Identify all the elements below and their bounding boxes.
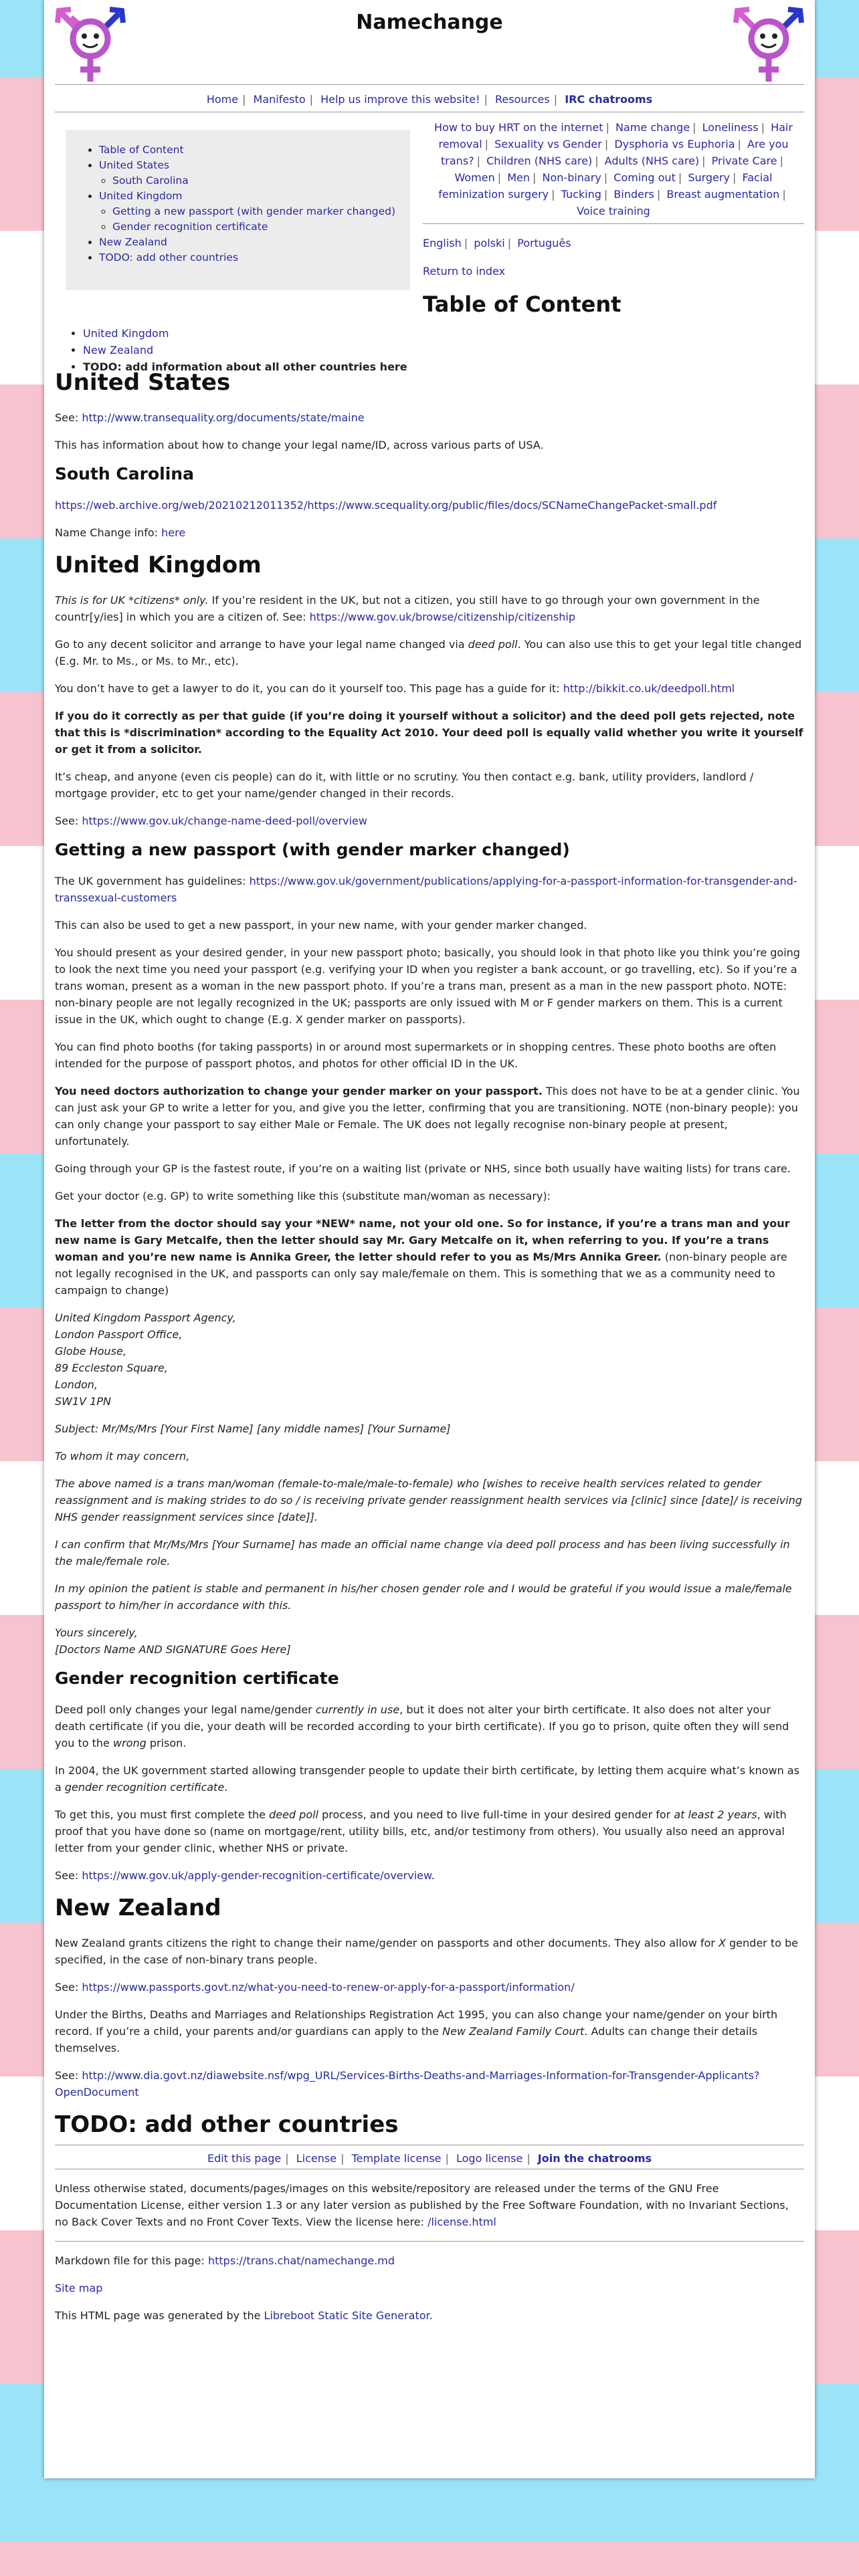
topic-ffs[interactable]: Facial feminization surgery: [438, 171, 773, 201]
toc-box: [66, 130, 410, 290]
topic-are-you-trans[interactable]: Are you trans?: [441, 138, 789, 167]
topic-sexuality-vs-gender[interactable]: Sexuality vs Gender: [494, 138, 602, 150]
language-switcher: English | polski | Português: [423, 237, 571, 249]
topic-dysphoria-vs-euphoria[interactable]: Dysphoria vs Euphoria: [614, 138, 735, 150]
topic-women[interactable]: Women: [454, 171, 495, 184]
nav-irc-chatrooms[interactable]: IRC chatrooms: [565, 93, 653, 106]
letter-greeting: To whom it may concern,: [55, 1450, 190, 1463]
nav-home[interactable]: Home: [206, 93, 239, 106]
passport-p4: You can find photo booths (for taking passports) in or around most supermarkets or in shopping centres. These photo booths are often intended for the purpose of passport photos, and photos for other official ID in the UK.: [55, 1041, 777, 1070]
uk-discrimination-paragraph: If you do it correctly as per that guide (if you’re doing it yourself without a solicitor) and the deed poll gets rejected, note that this is *discrimination* according to the Equality Act 2010. Your deed poll is equally valid whether you write it yourself or get it from a solicitor.: [55, 710, 803, 756]
passport-p5: You need doctors authorization to change your gender marker on your passport. This does not have to be at a gender clinic. You can just ask your GP to write a letter for you, and give you the letter, confirming that you are transitioning. NOTE (non-binary people): you can only change your passport to say either Male or Female. The UK does not legally recognise non-binary people at present, unfortunately.: [55, 1085, 800, 1148]
footer-join-chatrooms[interactable]: Join the chatrooms: [537, 2152, 652, 2165]
sc-packet-link[interactable]: https://web.archive.org/web/20210212011352/https://www.scequality.org/public/files/docs/SCNameChangePacket-small.pdf: [55, 499, 717, 512]
page-container: [44, 0, 815, 2478]
toc-list: [55, 325, 407, 375]
section-grc-heading: Gender recognition certificate: [55, 1669, 339, 1688]
uk-see-label: See:: [55, 815, 82, 827]
topic-binders[interactable]: Binders: [613, 188, 654, 201]
topic-name-change[interactable]: Name change: [615, 121, 690, 134]
nz-dia-link[interactable]: http://www.dia.govt.nz/diawebsite.nsf/wpg_URL/Services-Births-Deaths-and-Marriages-Information-for-Transgender-Applicants?OpenDocument: [55, 2069, 760, 2099]
toc-todo: TODO: add information about all other countries here: [83, 360, 407, 373]
footer-generated: This HTML page was generated by the Libreboot Static Site Generator.: [55, 2309, 433, 2322]
letter-subject: Subject: Mr/Ms/Mrs [Your First Name] [any middle names] [Your Surname]: [55, 1422, 451, 1435]
uk-deed-poll-paragraph: Go to any decent solicitor and arrange to have your legal name changed via deed poll. You can also use this to get your legal title changed (E.g. Mr. to Ms., or Ms. to Mr., etc).: [55, 638, 802, 667]
footer-template-license[interactable]: Template license: [351, 2152, 442, 2165]
footer-divider-bottom: [55, 2241, 804, 2242]
topic-private-care[interactable]: Private Care: [711, 154, 777, 167]
grc-p4: See: https://www.gov.uk/apply-gender-recognition-certificate/overview.: [55, 1869, 435, 1882]
letter-p2: I can confirm that Mr/Ms/Mrs [Your Surname] has made an official name change via deed poll process and has been living successfully in the male/female role.: [55, 1538, 790, 1568]
topic-nav-divider: [423, 223, 804, 224]
grc-p3: To get this, you must first complete the deed poll process, and you need to live full-time in your desired gender for at least 2 years, with proof that you have done so (name on mortgage/rent, utility bills, etc, and/or testimony from others). You usually also need an approval letter from your gender clinic, whether NHS or private.: [55, 1808, 787, 1854]
sc-info-label: Name Change info:: [55, 526, 162, 539]
topic-men[interactable]: Men: [507, 171, 531, 184]
nz-p3: Under the Births, Deaths and Marriages and Relationships Registration Act 1995, you can also change your name/gender on your birth record. If you’re a child, your parents and/or guardians can apply to the New Zealand Family Court. Adults can change their details themselves.: [55, 2008, 778, 2054]
letter-p3: In my opinion the patient is stable and permanent in his/her chosen gender role and I would be grateful if you would issue a male/female passport to him/her in accordance with this.: [55, 1582, 792, 1612]
topic-nav: [423, 119, 804, 280]
topic-breast-augmentation[interactable]: Breast augmentation: [666, 188, 780, 201]
passport-agency-address: United Kingdom Passport Agency, London Passport Office, Globe House, 89 Eccleston Square, London, SW1V 1PN: [55, 1311, 236, 1408]
main-nav: Home | Manifesto | Help us improve this website! | Resources | IRC chatrooms: [206, 93, 653, 106]
footer-generator-link[interactable]: Libreboot Static Site Generator: [264, 2309, 430, 2322]
topic-voice-training[interactable]: Voice training: [577, 205, 650, 217]
passport-p6: Going through your GP is the fastest route, if you’re on a waiting list (private or NHS, since both usually have waiting lists) for trans care.: [55, 1162, 791, 1175]
transgender-symbol-logo-left: [54, 5, 127, 84]
topic-tucking[interactable]: Tucking: [561, 188, 601, 201]
nz-passport-link[interactable]: https://www.passports.govt.nz/what-you-need-to-renew-or-apply-for-a-passport/information/: [82, 1981, 575, 1994]
section-united-kingdom-heading: United Kingdom: [55, 552, 262, 578]
footer-license[interactable]: License: [296, 2152, 337, 2165]
footer-logo-license[interactable]: Logo license: [456, 2152, 523, 2165]
letter-p1: The above named is a trans man/woman (female-to-male/male-to-female) who [wishes to receive health services related to gender reassignment and is making strides to do so / is receiving private gender reassignment health services via [clinic] since [date]/ is receiving NHS gender reassignment services since [date]].: [55, 1477, 802, 1523]
topic-hair-removal[interactable]: Hair removal: [438, 121, 793, 150]
passport-p3: You should present as your desired gender, in your new passport photo; basically, you should look in that photo like you think you’re going to look the next time you need your passport (e.g. verifying your ID when you register a bank account, or go travelling, etc). So if you’re a trans woman, present as a woman in the new passport photo. If you’re a trans man, present as a man in the new passport photo. NOTE: non-binary people are not legally recognized in the UK; passports are only issued with M or F gender markers on them. This is a current issue in the UK, which ought to change (E.g. X gender marker on passports).: [55, 946, 800, 1026]
toc-link-united-kingdom[interactable]: United Kingdom: [83, 327, 169, 340]
toc-box-link-todo[interactable]: TODO: add other countries: [99, 251, 239, 263]
footer-license-text: Unless otherwise stated, documents/pages/images on this website/repository are released under the terms of the GNU Free Documentation License, either version 1.3 or any later version as published by the Free Software Foundation, with no Invariant Sections, no Back Cover Texts and no Front Cover Texts. View the license here: /license.html: [55, 2182, 789, 2228]
passport-guidelines: The UK government has guidelines: https://www.gov.uk/government/publications/applying-for-a-passport-information-for-transgender-and-transsexual-customers: [55, 875, 797, 904]
passport-p7: Get your doctor (e.g. GP) to write something like this (substitute man/woman as necessary):: [55, 1190, 551, 1202]
section-passport-heading: Getting a new passport (with gender marker changed): [55, 840, 570, 859]
grc-p1: Deed poll only changes your legal name/gender currently in use, but it does not alter your birth certificate. It also does not alter your death certificate (if you die, your death will be recorded according to your birth certificate). If you go to prison, quite often they will send you to the wrong prison.: [55, 1703, 789, 1749]
footer-markdown-link[interactable]: https://trans.chat/namechange.md: [207, 2254, 395, 2267]
section-south-carolina-heading: South Carolina: [55, 464, 194, 484]
uk-citizens-paragraph: This is for UK *citizens* only. If you’re resident in the UK, but not a citizen, you still have to go through your own government in the countr[y/ies] in which you are a citizen of. See: https://www.gov.uk/browse/citizenship/citizenship: [55, 594, 760, 623]
toc-box-link-passport[interactable]: Getting a new passport (with gender marker changed): [112, 205, 396, 217]
nz-p1: New Zealand grants citizens the right to change their name/gender on passports and other documents. They also allow for X gender to be specified, in the case of non-binary trans people.: [55, 1937, 798, 1966]
lang-english[interactable]: English: [423, 237, 462, 249]
nav-resources[interactable]: Resources: [495, 93, 550, 106]
footer-sitemap-link[interactable]: Site map: [55, 2282, 103, 2294]
section-todo-heading: TODO: add other countries: [55, 2111, 399, 2138]
us-transequality-link[interactable]: http://www.transequality.org/documents/state/maine: [82, 411, 365, 424]
footer-markdown: Markdown file for this page: https://trans.chat/namechange.md: [55, 2254, 395, 2267]
topic-children-nhs[interactable]: Children (NHS care): [486, 154, 593, 167]
nz-p2: See: https://www.passports.govt.nz/what-you-need-to-renew-or-apply-for-a-passport/information/: [55, 1981, 575, 1994]
us-see-label: See:: [55, 411, 82, 424]
passport-p2: This can also be used to get a new passport, in your new name, with your gender marker changed.: [55, 919, 587, 932]
footer-license-link[interactable]: /license.html: [427, 2216, 496, 2228]
uk-change-name-link[interactable]: https://www.gov.uk/change-name-deed-poll/overview: [82, 815, 367, 827]
footer-edit-page[interactable]: Edit this page: [207, 2152, 282, 2165]
toc-box-link-table-of-content[interactable]: Table of Content: [99, 144, 184, 156]
transgender-symbol-logo-right: [732, 5, 805, 84]
uk-cheap-paragraph: It’s cheap, and anyone (even cis people) can do it, with little or no scrutiny. You then contact e.g. bank, utility providers, landlord / mortgage provider, etc to get your name/gender changed in their records.: [55, 770, 754, 800]
top-area: [55, 119, 804, 373]
grc-apply-link[interactable]: https://www.gov.uk/apply-gender-recognition-certificate/overview: [82, 1869, 432, 1882]
footer-nav: Edit this page | License | Template license | Logo license | Join the chatrooms: [207, 2152, 652, 2165]
topic-hrt[interactable]: How to buy HRT on the internet: [434, 121, 603, 134]
topic-non-binary[interactable]: Non-binary: [542, 171, 601, 184]
toc-box-link-new-zealand[interactable]: New Zealand: [99, 236, 167, 248]
passport-guidelines-link[interactable]: https://www.gov.uk/government/publications/applying-for-a-passport-information-for-transgender-and-transsexual-customers: [55, 875, 797, 904]
return-to-index-link[interactable]: Return to index: [423, 265, 506, 278]
uk-citizenship-link[interactable]: https://www.gov.uk/browse/citizenship/citizenship: [309, 611, 575, 623]
us-info: This has information about how to change your legal name/ID, across various parts of USA.: [55, 439, 544, 451]
topic-coming-out[interactable]: Coming out: [613, 171, 676, 184]
toc-box-link-south-carolina[interactable]: South Carolina: [112, 175, 189, 187]
toc-heading: Table of Content: [423, 292, 622, 317]
lang-polski[interactable]: polski: [474, 237, 505, 249]
topic-adults-nhs[interactable]: Adults (NHS care): [604, 154, 700, 167]
toc-box-link-united-kingdom[interactable]: United Kingdom: [99, 190, 183, 202]
site-title: Namechange: [356, 11, 503, 34]
letter-signoff: Yours sincerely, [Doctors Name AND SIGNATURE Goes Here]: [55, 1626, 291, 1656]
nav-help-improve[interactable]: Help us improve this website!: [320, 93, 480, 106]
uk-deedpoll-guide-link[interactable]: http://bikkit.co.uk/deedpoll.html: [563, 682, 735, 695]
nz-p4: See: http://www.dia.govt.nz/diawebsite.nsf/wpg_URL/Services-Births-Deaths-and-Marriages-Information-for-Transgender-Applicants?OpenDocument: [55, 2069, 760, 2099]
toc-box-link-united-states[interactable]: United States: [99, 159, 169, 171]
passport-p8: The letter from the doctor should say your *NEW* name, not your old one. So for instance, if you’re a trans man and your new name is Gary Metcalfe, then the letter should say Mr. Gary Metcalfe on it, when referring to you. If you’re a trans woman and you’re new name is Annika Greer, the letter should refer to you as Ms/Mrs Annika Greer. (non-binary people are not legally recognised in the UK, and passports can only say male/female on them. This is something that we as a community need to campaign to change): [55, 1217, 790, 1297]
section-new-zealand-heading: New Zealand: [55, 1895, 221, 1921]
sc-info-link[interactable]: here: [161, 526, 186, 539]
topic-loneliness[interactable]: Loneliness: [702, 121, 759, 134]
topic-nav-links: How to buy HRT on the internet | Name change | Loneliness | Hair removal | Sexuality vs Gender | Dysphoria vs Euphoria | Are you trans? | Children (NHS care) | Adults (NHS care) | Private Care | Women | Men | Non-binary | Coming out | Surgery | Facial feminization surgery | Tucking | Binders | Breast augmentation | Voice training: [434, 121, 793, 217]
grc-p2: In 2004, the UK government started allowing transgender people to update their birth certificate, by letting them acquire what’s known as a gender recognition certificate.: [55, 1764, 799, 1794]
lang-portugues[interactable]: Português: [517, 237, 571, 249]
topic-surgery[interactable]: Surgery: [688, 171, 730, 184]
section-united-states-heading: United States: [55, 369, 231, 396]
nav-manifesto[interactable]: Manifesto: [253, 93, 306, 106]
toc-box-link-grc[interactable]: Gender recognition certificate: [112, 221, 268, 233]
uk-diy-paragraph: You don’t have to get a lawyer to do it, you can do it yourself too. This page has a guide for it: http://bikkit.co.uk/deedpoll.html: [55, 682, 735, 695]
toc-link-new-zealand[interactable]: New Zealand: [83, 344, 154, 356]
